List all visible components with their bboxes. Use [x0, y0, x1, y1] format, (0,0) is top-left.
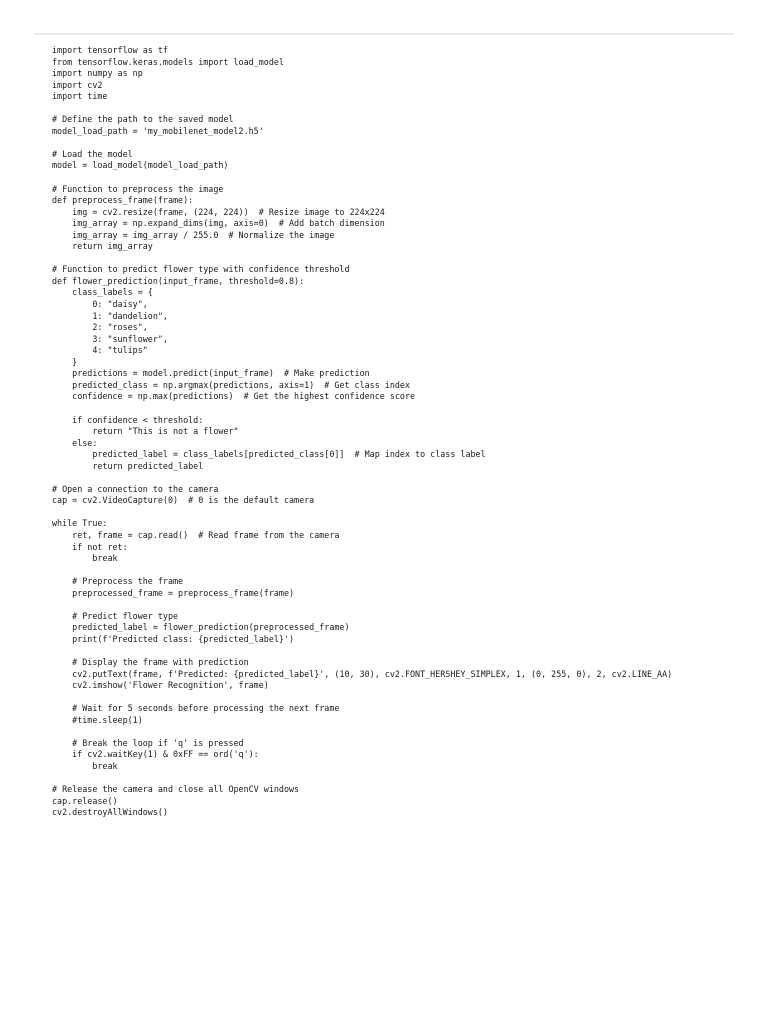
code-line: [52, 599, 672, 611]
code-line: [52, 253, 672, 265]
code-line: while True:: [52, 518, 108, 529]
code-line: # Wait for 5 seconds before processing the next frame: [52, 703, 340, 714]
code-line: [52, 103, 672, 115]
code-line: import cv2: [52, 79, 103, 90]
code-line: [52, 403, 672, 415]
code-line: def flower_prediction(input_frame, threshold=0.8):: [52, 275, 305, 286]
code-line: preprocessed_frame = preprocess_frame(frame): [52, 587, 295, 598]
code-line: 1: "dandelion",: [52, 310, 168, 321]
code-line: [52, 772, 672, 784]
code-line: [52, 172, 672, 184]
code-line: img_array = np.expand_dims(img, axis=0) # Add batch dimension: [52, 218, 385, 229]
code-line: predicted_class = np.argmax(predictions, axis=1) # Get class index: [52, 379, 410, 390]
code-line: # Predict flower type: [52, 610, 179, 621]
code-line: return img_array: [52, 241, 153, 252]
code-line: model_load_path = 'my_mobilenet_model2.h5': [52, 125, 264, 136]
code-line: confidence = np.max(predictions) # Get the highest confidence score: [52, 391, 416, 402]
code-line: if cv2.waitKey(1) & 0xFF == ord('q'):: [52, 749, 259, 760]
code-line: # Function to predict flower type with confidence threshold: [52, 264, 350, 275]
code-line: 3: "sunflower",: [52, 333, 168, 344]
code-line: cap.release(): [52, 795, 118, 806]
code-line: [52, 726, 672, 738]
code-line: if not ret:: [52, 541, 128, 552]
code-line: [52, 137, 672, 149]
code-line: 0: "daisy",: [52, 299, 148, 310]
code-line: # Release the camera and close all OpenCV windows: [52, 784, 300, 794]
code-line: [52, 692, 672, 704]
code-line: img_array = img_array / 255.0 # Normalize the image: [52, 229, 335, 240]
top-divider: [34, 33, 734, 35]
code-line: # Break the loop if 'q' is pressed: [52, 737, 244, 748]
code-line: #time.sleep(1): [52, 714, 143, 725]
code-line: return predicted_label: [52, 460, 204, 471]
code-line: model = load_model(model_load_path): [52, 160, 229, 171]
code-line: break: [52, 553, 118, 564]
code-line: }: [52, 356, 78, 367]
code-line: predictions = model.predict(input_frame) # Make prediction: [52, 368, 370, 379]
code-line: def preprocess_frame(frame):: [52, 195, 194, 206]
code-line: break: [52, 760, 118, 771]
code-line: # Load the model: [52, 148, 133, 159]
code-line: [52, 645, 672, 657]
code-line: # Preprocess the frame: [52, 576, 184, 587]
code-line: cv2.imshow('Flower Recognition', frame): [52, 680, 269, 691]
code-line: else:: [52, 437, 98, 448]
code-line: if confidence < threshold:: [52, 414, 204, 425]
code-line: [52, 472, 672, 484]
code-line: [52, 507, 672, 519]
code-line: # Open a connection to the camera: [52, 483, 219, 494]
code-line: import tensorflow as tf: [52, 45, 168, 55]
code-line: return "This is not a flower": [52, 426, 239, 437]
code-line: # Display the frame with prediction: [52, 656, 249, 667]
code-line: 4: "tulips": [52, 345, 148, 356]
code-line: predicted_label = class_labels[predicted_class[0]] # Map index to class label: [52, 449, 486, 460]
code-line: predicted_label = flower_prediction(preprocessed_frame): [52, 622, 350, 633]
code-line: cv2.destroyAllWindows(): [52, 807, 168, 818]
code-block: [52, 45, 672, 819]
code-line: import numpy as np: [52, 68, 143, 79]
code-line: from tensorflow.keras.models import load_model: [52, 56, 284, 67]
code-line: 2: "roses",: [52, 322, 148, 333]
code-line: ret, frame = cap.read() # Read frame from the camera: [52, 529, 340, 540]
code-line: print(f'Predicted class: {predicted_label}'): [52, 633, 295, 644]
code-line: cv2.putText(frame, f'Predicted: {predicted_label}', (10, 30), cv2.FONT_HERSHEY_SIMPLEX, 1, (0, 255, 0), 2, cv2.LINE_AA): [52, 668, 673, 679]
code-line: # Define the path to the saved model: [52, 114, 234, 125]
code-line: # Function to preprocess the image: [52, 183, 224, 194]
code-line: [52, 565, 672, 577]
code-line: import time: [52, 91, 108, 102]
code-line: cap = cv2.VideoCapture(0) # 0 is the default camera: [52, 495, 315, 506]
code-line: class_labels = {: [52, 287, 153, 298]
code-line: img = cv2.resize(frame, (224, 224)) # Resize image to 224x224: [52, 206, 385, 217]
